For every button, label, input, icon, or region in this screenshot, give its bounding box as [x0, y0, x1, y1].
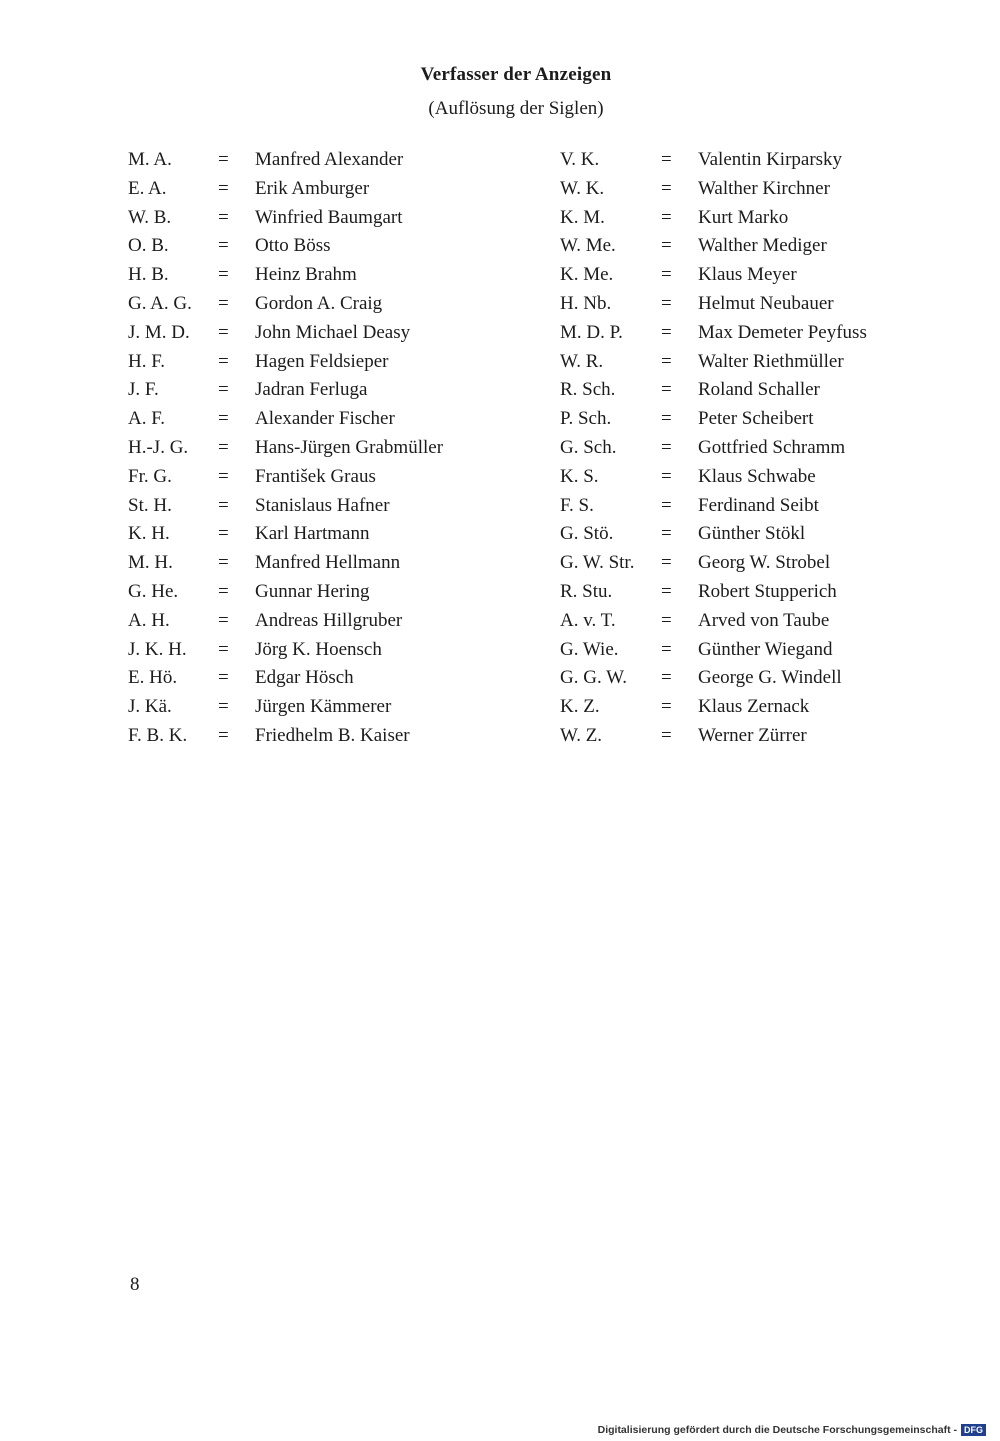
equals-sign: = — [218, 321, 229, 343]
author-name: Werner Zürrer — [698, 724, 807, 746]
sigle-abbreviation: R. Stu. — [560, 580, 613, 602]
equals-sign: = — [661, 724, 672, 746]
author-name: Roland Schaller — [698, 379, 820, 401]
author-name: Max Demeter Peyfuss — [698, 321, 867, 343]
sigle-abbreviation: W. K. — [560, 177, 605, 199]
page-subtitle: (Auflösung der Siglen) — [428, 98, 604, 119]
equals-sign: = — [661, 580, 672, 602]
author-name: Erik Amburger — [255, 177, 370, 199]
author-name: Hagen Feldsieper — [255, 350, 389, 372]
equals-sign: = — [218, 580, 229, 602]
equals-sign: = — [218, 494, 229, 516]
equals-sign: = — [661, 206, 672, 228]
dfg-logo: DFG — [961, 1424, 986, 1436]
equals-sign: = — [218, 465, 229, 487]
sigle-abbreviation: A. v. T. — [560, 609, 616, 631]
sigle-abbreviation: F. S. — [560, 494, 594, 516]
sigle-abbreviation: R. Sch. — [560, 379, 616, 401]
sigle-abbreviation: K. Me. — [560, 264, 614, 286]
equals-sign: = — [218, 149, 229, 170]
author-name: Edgar Hösch — [255, 667, 354, 689]
author-name: Arved von Taube — [698, 609, 830, 631]
author-name: Ferdinand Seibt — [698, 494, 819, 516]
sigle-abbreviation: J. F. — [128, 379, 159, 401]
equals-sign: = — [218, 408, 229, 430]
sigle-abbreviation: G. Sch. — [560, 436, 617, 458]
author-name: Jadran Ferluga — [255, 379, 368, 401]
sigle-abbreviation: G. Stö. — [560, 523, 614, 545]
author-name: Gunnar Hering — [255, 580, 370, 602]
page-title: Verfasser der Anzeigen — [420, 64, 612, 85]
author-name: Günther Stökl — [698, 523, 806, 545]
author-name: Georg W. Strobel — [698, 552, 831, 574]
author-name: Andreas Hillgruber — [255, 609, 403, 631]
equals-sign: = — [218, 667, 229, 689]
equals-sign: = — [218, 724, 229, 746]
author-name: Stanislaus Hafner — [255, 494, 390, 516]
equals-sign: = — [661, 350, 672, 372]
author-name: Manfred Alexander — [255, 149, 404, 170]
sigle-abbreviation: W. Z. — [560, 724, 603, 746]
equals-sign: = — [661, 292, 672, 314]
author-name: Helmut Neubauer — [698, 292, 834, 314]
equals-sign: = — [218, 609, 229, 631]
equals-sign: = — [661, 379, 672, 401]
equals-sign: = — [218, 292, 229, 314]
sigle-abbreviation: J. Kä. — [128, 696, 172, 718]
equals-sign: = — [661, 436, 672, 458]
sigle-abbreviation: H. F. — [128, 350, 166, 372]
sigle-abbreviation: W. Me. — [560, 235, 616, 257]
sigle-abbreviation: A. F. — [128, 408, 166, 430]
sigle-abbreviation: F. B. K. — [128, 724, 188, 746]
author-name: Manfred Hellmann — [255, 552, 401, 574]
sigle-abbreviation: J. M. D. — [128, 321, 190, 343]
equals-sign: = — [218, 206, 229, 228]
author-name: Otto Böss — [255, 235, 331, 257]
author-name: Gottfried Schramm — [698, 436, 846, 458]
sigle-abbreviation: M. H. — [128, 552, 173, 574]
sigle-abbreviation: G. G. W. — [560, 667, 628, 689]
author-name: Hans-Jürgen Grabmüller — [255, 436, 444, 458]
author-name: Karl Hartmann — [255, 523, 370, 545]
equals-sign: = — [218, 264, 229, 286]
equals-sign: = — [218, 552, 229, 574]
author-name: Heinz Brahm — [255, 264, 357, 286]
author-name: Peter Scheibert — [698, 408, 814, 430]
equals-sign: = — [661, 149, 672, 170]
author-name: George G. Windell — [698, 667, 842, 689]
author-name: Gordon A. Craig — [255, 292, 383, 314]
author-name: Günther Wiegand — [698, 638, 833, 660]
author-name: Walther Mediger — [698, 235, 827, 257]
sigle-abbreviation: M. D. P. — [560, 321, 623, 343]
footer-text: Digitalisierung gefördert durch die Deutsche Forschungsgemeinschaft - — [597, 1424, 957, 1436]
equals-sign: = — [661, 494, 672, 516]
sigle-abbreviation: H. Nb. — [560, 292, 612, 314]
equals-sign: = — [218, 177, 229, 199]
digitization-footer — [598, 1424, 986, 1436]
sigle-abbreviation: Fr. G. — [128, 465, 172, 487]
author-name: Klaus Zernack — [698, 696, 810, 718]
author-name: Winfried Baumgart — [255, 206, 403, 228]
author-name: Kurt Marko — [698, 206, 789, 228]
sigle-abbreviation: O. B. — [128, 235, 169, 257]
equals-sign: = — [661, 235, 672, 257]
equals-sign: = — [661, 523, 672, 545]
sigle-abbreviation: J. K. H. — [128, 638, 187, 660]
author-name: Klaus Schwabe — [698, 465, 816, 487]
sigle-abbreviation: St. H. — [128, 494, 172, 516]
sigle-abbreviation: G. W. Str. — [560, 552, 635, 574]
author-name: Friedhelm B. Kaiser — [255, 724, 410, 746]
equals-sign: = — [661, 465, 672, 487]
sigle-abbreviation: W. B. — [128, 206, 172, 228]
equals-sign: = — [218, 696, 229, 718]
equals-sign: = — [218, 638, 229, 660]
sigle-abbreviation: K. H. — [128, 523, 170, 545]
author-name: Walther Kirchner — [698, 177, 830, 199]
author-name: Walter Riethmüller — [698, 350, 844, 372]
sigle-abbreviation: K. S. — [560, 465, 599, 487]
equals-sign: = — [661, 667, 672, 689]
equals-sign: = — [218, 436, 229, 458]
sigle-abbreviation: M. A. — [128, 149, 172, 170]
sigle-abbreviation: W. R. — [560, 350, 604, 372]
author-name: Robert Stupperich — [698, 580, 837, 602]
equals-sign: = — [661, 552, 672, 574]
author-name: Klaus Meyer — [698, 264, 797, 286]
author-name: František Graus — [255, 465, 376, 487]
equals-sign: = — [661, 638, 672, 660]
equals-sign: = — [661, 408, 672, 430]
sigle-abbreviation: K. M. — [560, 206, 605, 228]
sigle-abbreviation: G. Wie. — [560, 638, 619, 660]
equals-sign: = — [218, 379, 229, 401]
page-number: 8 — [130, 1274, 140, 1295]
sigle-abbreviation: G. He. — [128, 580, 179, 602]
author-name: John Michael Deasy — [255, 321, 411, 343]
equals-sign: = — [661, 264, 672, 286]
sigle-abbreviation: A. H. — [128, 609, 170, 631]
author-name: Jörg K. Hoensch — [255, 638, 382, 660]
sigle-abbreviation: H. B. — [128, 264, 169, 286]
equals-sign: = — [661, 696, 672, 718]
sigle-abbreviation: V. K. — [560, 149, 600, 170]
author-name: Jürgen Kämmerer — [255, 696, 392, 718]
equals-sign: = — [661, 177, 672, 199]
equals-sign: = — [218, 350, 229, 372]
sigle-abbreviation: K. Z. — [560, 696, 600, 718]
sigle-abbreviation: G. A. G. — [128, 292, 192, 314]
sigle-abbreviation: H.-J. G. — [128, 436, 189, 458]
author-name: Valentin Kirparsky — [698, 149, 843, 170]
equals-sign: = — [218, 523, 229, 545]
equals-sign: = — [661, 609, 672, 631]
sigle-abbreviation: E. A. — [128, 177, 167, 199]
sigle-abbreviation: P. Sch. — [560, 408, 612, 430]
equals-sign: = — [661, 321, 672, 343]
author-name: Alexander Fischer — [255, 408, 395, 430]
equals-sign: = — [218, 235, 229, 257]
sigle-abbreviation: E. Hö. — [128, 667, 178, 689]
